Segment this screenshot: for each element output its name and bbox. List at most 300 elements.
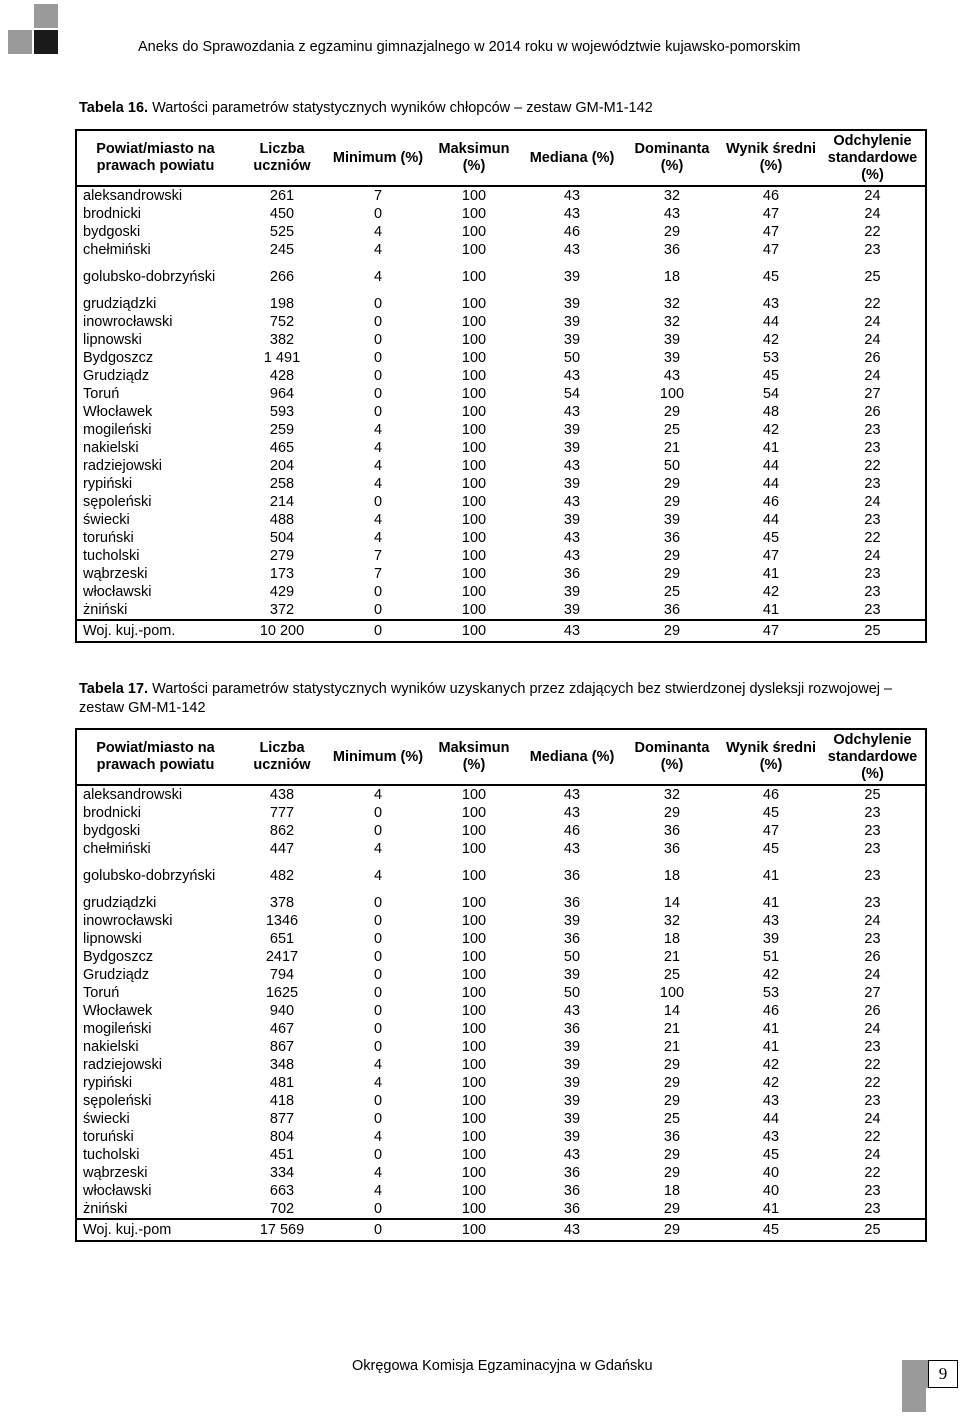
value-cell: 279 <box>269 548 295 564</box>
column-header: Maksimun (%) <box>426 130 522 186</box>
value-cell: 23 <box>820 1038 926 1056</box>
value-cell: 100 <box>461 494 487 510</box>
region-cell: sępoleński <box>76 493 234 511</box>
value-cell: 25 <box>820 259 926 295</box>
region-cell: grudziądzki <box>76 295 234 313</box>
value-cell: 29 <box>663 1075 681 1091</box>
value-cell: 1 491 <box>263 350 301 366</box>
value-cell: 29 <box>663 494 681 510</box>
value-cell: 22 <box>820 1164 926 1182</box>
value-cell: 24 <box>820 912 926 930</box>
value-cell: 4 <box>373 530 383 546</box>
value-cell: 663 <box>269 1183 295 1199</box>
value-cell: 877 <box>269 1111 295 1127</box>
value-cell: 100 <box>461 224 487 240</box>
value-cell: 24 <box>820 547 926 565</box>
value-cell: 29 <box>663 404 681 420</box>
table-row <box>76 948 926 966</box>
region-cell: Włocławek <box>76 403 234 421</box>
value-cell: 26 <box>820 403 926 421</box>
value-cell: 100 <box>461 188 487 204</box>
value-cell: 25 <box>820 1219 926 1241</box>
value-cell: 24 <box>820 331 926 349</box>
value-cell: 24 <box>820 367 926 385</box>
value-cell: 259 <box>269 422 295 438</box>
value-cell: 22 <box>820 295 926 313</box>
value-cell: 36 <box>563 1021 581 1037</box>
region-cell: nakielski <box>76 439 234 457</box>
value-cell: 100 <box>461 841 487 857</box>
region-cell: włocławski <box>76 583 234 601</box>
value-cell: 100 <box>461 296 487 312</box>
value-cell: 593 <box>269 404 295 420</box>
region-cell: rypiński <box>76 475 234 493</box>
value-cell: 50 <box>563 949 581 965</box>
value-cell: 100 <box>461 566 487 582</box>
value-cell: 42 <box>762 584 780 600</box>
value-cell: 488 <box>269 512 295 528</box>
table17-title: Wartości parametrów statystycznych wyników uzyskanych przez zdających bez stwierdzonej dysleksji rozwojowej – zestaw GM-M1-142 <box>79 681 893 716</box>
table-row <box>76 511 926 529</box>
table-row <box>76 1128 926 1146</box>
value-cell: 24 <box>820 205 926 223</box>
value-cell: 100 <box>461 895 487 911</box>
value-cell: 23 <box>820 840 926 858</box>
column-header: Minimum (%) <box>330 130 426 186</box>
value-cell: 39 <box>563 1057 581 1073</box>
value-cell: 100 <box>461 458 487 474</box>
value-cell: 36 <box>663 602 681 618</box>
total-row <box>76 620 926 642</box>
value-cell: 39 <box>563 440 581 456</box>
value-cell: 39 <box>563 1075 581 1091</box>
value-cell: 43 <box>563 1003 581 1019</box>
page-header: Aneks do Sprawozdania z egzaminu gimnazjalnego w 2014 roku w województwie kujawsko-pomorskim <box>138 39 801 55</box>
table-row <box>76 493 926 511</box>
table-row <box>76 840 926 858</box>
value-cell: 100 <box>461 386 487 402</box>
value-cell: 7 <box>373 566 383 582</box>
value-cell: 100 <box>461 967 487 983</box>
value-cell: 36 <box>663 242 681 258</box>
region-cell: mogileński <box>76 421 234 439</box>
table16 <box>75 129 927 643</box>
value-cell: 100 <box>461 1111 487 1127</box>
value-cell: 29 <box>663 566 681 582</box>
value-cell: 43 <box>563 805 581 821</box>
value-cell: 47 <box>762 242 780 258</box>
value-cell: 25 <box>820 785 926 804</box>
table-row <box>76 186 926 205</box>
value-cell: 418 <box>269 1093 295 1109</box>
value-cell: 23 <box>820 241 926 259</box>
table-row <box>76 205 926 223</box>
value-cell: 0 <box>373 1147 383 1163</box>
region-cell: świecki <box>76 511 234 529</box>
value-cell: 24 <box>820 313 926 331</box>
value-cell: 23 <box>820 804 926 822</box>
region-cell: tucholski <box>76 547 234 565</box>
value-cell: 32 <box>663 296 681 312</box>
value-cell: 0 <box>373 805 383 821</box>
value-cell: 47 <box>762 823 780 839</box>
value-cell: 43 <box>762 1129 780 1145</box>
value-cell: 0 <box>373 1201 383 1217</box>
column-header: Minimum (%) <box>330 729 426 785</box>
value-cell: 4 <box>373 1129 383 1145</box>
value-cell: 100 <box>461 314 487 330</box>
value-cell: 23 <box>820 930 926 948</box>
value-cell: 0 <box>373 314 383 330</box>
value-cell: 41 <box>762 566 780 582</box>
value-cell: 777 <box>269 805 295 821</box>
value-cell: 23 <box>820 439 926 457</box>
value-cell: 0 <box>330 1219 426 1241</box>
value-cell: 43 <box>563 841 581 857</box>
region-cell: inowrocławski <box>76 313 234 331</box>
value-cell: 0 <box>373 931 383 947</box>
value-cell: 204 <box>269 458 295 474</box>
table-row <box>76 1002 926 1020</box>
value-cell: 45 <box>762 530 780 546</box>
value-cell: 24 <box>820 1110 926 1128</box>
table17 <box>75 728 927 1242</box>
table-row <box>76 912 926 930</box>
value-cell: 18 <box>663 931 681 947</box>
value-cell: 42 <box>762 967 780 983</box>
table-row <box>76 547 926 565</box>
okej-logo <box>8 4 60 56</box>
table-row <box>76 583 926 601</box>
region-cell: Woj. kuj.-pom. <box>76 620 234 642</box>
region-cell: Grudziądz <box>76 966 234 984</box>
value-cell: 4 <box>373 1057 383 1073</box>
value-cell: 266 <box>269 269 295 285</box>
region-cell: wąbrzeski <box>76 1164 234 1182</box>
value-cell: 100 <box>461 1165 487 1181</box>
value-cell: 4 <box>373 787 383 803</box>
table-row <box>76 1020 926 1038</box>
value-cell: 450 <box>269 206 295 222</box>
table-row <box>76 349 926 367</box>
value-cell: 100 <box>461 1021 487 1037</box>
page-number: 9 <box>928 1360 958 1388</box>
value-cell: 100 <box>461 985 487 1001</box>
value-cell: 41 <box>762 1021 780 1037</box>
value-cell: 0 <box>373 350 383 366</box>
value-cell: 47 <box>722 620 820 642</box>
value-cell: 867 <box>269 1039 295 1055</box>
value-cell: 4 <box>373 1183 383 1199</box>
value-cell: 4 <box>373 224 383 240</box>
value-cell: 50 <box>563 985 581 1001</box>
value-cell: 43 <box>563 494 581 510</box>
region-cell: toruński <box>76 529 234 547</box>
region-cell: brodnicki <box>76 205 234 223</box>
value-cell: 39 <box>563 314 581 330</box>
value-cell: 100 <box>461 1093 487 1109</box>
value-cell: 862 <box>269 823 295 839</box>
table-row <box>76 601 926 620</box>
value-cell: 100 <box>461 805 487 821</box>
value-cell: 0 <box>373 368 383 384</box>
value-cell: 100 <box>461 1183 487 1199</box>
value-cell: 39 <box>563 296 581 312</box>
value-cell: 43 <box>563 188 581 204</box>
value-cell: 24 <box>820 1020 926 1038</box>
value-cell: 39 <box>563 332 581 348</box>
value-cell: 24 <box>820 966 926 984</box>
value-cell: 44 <box>762 458 780 474</box>
table-row <box>76 894 926 912</box>
value-cell: 4 <box>373 458 383 474</box>
value-cell: 100 <box>461 440 487 456</box>
value-cell: 752 <box>269 314 295 330</box>
value-cell: 482 <box>269 868 295 884</box>
value-cell: 0 <box>373 1003 383 1019</box>
region-cell: chełmiński <box>76 241 234 259</box>
value-cell: 0 <box>373 332 383 348</box>
value-cell: 23 <box>820 475 926 493</box>
value-cell: 50 <box>663 458 681 474</box>
value-cell: 7 <box>373 548 383 564</box>
region-cell: nakielski <box>76 1038 234 1056</box>
value-cell: 22 <box>820 1128 926 1146</box>
table17-label: Tabela 17. <box>79 681 149 697</box>
column-header: Dominanta (%) <box>622 130 722 186</box>
value-cell: 44 <box>762 314 780 330</box>
region-cell: Bydgoszcz <box>76 948 234 966</box>
value-cell: 18 <box>663 868 681 884</box>
value-cell: 4 <box>373 868 383 884</box>
column-header: Powiat/miasto na prawach powiatu <box>76 729 234 785</box>
value-cell: 14 <box>663 1003 681 1019</box>
value-cell: 334 <box>269 1165 295 1181</box>
value-cell: 45 <box>762 1147 780 1163</box>
value-cell: 23 <box>820 1182 926 1200</box>
value-cell: 44 <box>762 512 780 528</box>
value-cell: 41 <box>762 868 780 884</box>
value-cell: 29 <box>622 620 722 642</box>
table-row <box>76 457 926 475</box>
value-cell: 100 <box>461 1003 487 1019</box>
value-cell: 2417 <box>265 949 299 965</box>
value-cell: 43 <box>762 1093 780 1109</box>
value-cell: 36 <box>563 1165 581 1181</box>
column-header: Liczba uczniów <box>234 729 330 785</box>
value-cell: 26 <box>820 349 926 367</box>
value-cell: 261 <box>269 188 295 204</box>
table17-header-row <box>76 729 926 785</box>
column-header: Odchylenie standardowe (%) <box>820 729 926 785</box>
table-row <box>76 295 926 313</box>
value-cell: 29 <box>663 1201 681 1217</box>
page-number-decoration <box>902 1388 926 1412</box>
value-cell: 0 <box>373 1093 383 1109</box>
value-cell: 40 <box>762 1165 780 1181</box>
value-cell: 0 <box>373 386 383 402</box>
region-cell: sępoleński <box>76 1092 234 1110</box>
value-cell: 50 <box>563 350 581 366</box>
value-cell: 100 <box>461 602 487 618</box>
value-cell: 46 <box>762 1003 780 1019</box>
table-row <box>76 984 926 1002</box>
value-cell: 47 <box>762 206 780 222</box>
region-cell: lipnowski <box>76 331 234 349</box>
value-cell: 43 <box>563 242 581 258</box>
value-cell: 23 <box>820 565 926 583</box>
region-cell: radziejowski <box>76 457 234 475</box>
value-cell: 22 <box>820 1074 926 1092</box>
region-cell: rypiński <box>76 1074 234 1092</box>
table-row <box>76 1110 926 1128</box>
table-row <box>76 1182 926 1200</box>
column-header: Liczba uczniów <box>234 130 330 186</box>
region-cell: Włocławek <box>76 1002 234 1020</box>
value-cell: 100 <box>461 350 487 366</box>
value-cell: 100 <box>461 269 487 285</box>
value-cell: 0 <box>373 1111 383 1127</box>
value-cell: 41 <box>762 602 780 618</box>
value-cell: 36 <box>663 823 681 839</box>
value-cell: 32 <box>663 913 681 929</box>
value-cell: 23 <box>820 511 926 529</box>
value-cell: 481 <box>269 1075 295 1091</box>
value-cell: 46 <box>563 224 581 240</box>
value-cell: 39 <box>663 332 681 348</box>
value-cell: 21 <box>663 1039 681 1055</box>
value-cell: 4 <box>373 1165 383 1181</box>
value-cell: 100 <box>461 1201 487 1217</box>
table-row <box>76 930 926 948</box>
value-cell: 651 <box>269 931 295 947</box>
value-cell: 25 <box>663 1111 681 1127</box>
value-cell: 25 <box>663 422 681 438</box>
value-cell: 100 <box>461 949 487 965</box>
value-cell: 14 <box>663 895 681 911</box>
region-cell: inowrocławski <box>76 912 234 930</box>
value-cell: 27 <box>820 385 926 403</box>
table-row <box>76 822 926 840</box>
value-cell: 29 <box>663 476 681 492</box>
value-cell: 23 <box>820 583 926 601</box>
value-cell: 54 <box>762 386 780 402</box>
value-cell: 100 <box>461 530 487 546</box>
value-cell: 44 <box>762 476 780 492</box>
value-cell: 43 <box>663 368 681 384</box>
table-row <box>76 785 926 804</box>
value-cell: 0 <box>373 602 383 618</box>
value-cell: 24 <box>820 186 926 205</box>
value-cell: 39 <box>563 476 581 492</box>
value-cell: 43 <box>663 206 681 222</box>
value-cell: 43 <box>563 206 581 222</box>
value-cell: 29 <box>663 1093 681 1109</box>
value-cell: 29 <box>663 224 681 240</box>
value-cell: 100 <box>461 512 487 528</box>
value-cell: 0 <box>373 985 383 1001</box>
region-cell: aleksandrowski <box>76 785 234 804</box>
region-cell: włocławski <box>76 1182 234 1200</box>
value-cell: 46 <box>563 823 581 839</box>
value-cell: 804 <box>269 1129 295 1145</box>
table-row <box>76 475 926 493</box>
value-cell: 100 <box>461 368 487 384</box>
table-row <box>76 421 926 439</box>
value-cell: 36 <box>563 566 581 582</box>
value-cell: 22 <box>820 457 926 475</box>
value-cell: 36 <box>563 895 581 911</box>
table-row <box>76 331 926 349</box>
value-cell: 29 <box>663 1165 681 1181</box>
value-cell: 36 <box>563 868 581 884</box>
value-cell: 53 <box>762 350 780 366</box>
table-row <box>76 367 926 385</box>
value-cell: 214 <box>269 494 295 510</box>
value-cell: 45 <box>762 805 780 821</box>
table-row <box>76 1092 926 1110</box>
value-cell: 10 200 <box>234 620 330 642</box>
value-cell: 45 <box>762 368 780 384</box>
value-cell: 41 <box>762 1039 780 1055</box>
value-cell: 467 <box>269 1021 295 1037</box>
value-cell: 42 <box>762 1075 780 1091</box>
value-cell: 0 <box>373 823 383 839</box>
value-cell: 100 <box>461 422 487 438</box>
value-cell: 44 <box>762 1111 780 1127</box>
value-cell: 0 <box>373 584 383 600</box>
value-cell: 36 <box>663 841 681 857</box>
region-cell: wąbrzeski <box>76 565 234 583</box>
value-cell: 39 <box>563 422 581 438</box>
value-cell: 39 <box>663 512 681 528</box>
value-cell: 21 <box>663 1021 681 1037</box>
value-cell: 100 <box>461 1039 487 1055</box>
column-header: Wynik średni (%) <box>722 729 820 785</box>
value-cell: 39 <box>762 931 780 947</box>
value-cell: 940 <box>269 1003 295 1019</box>
value-cell: 39 <box>563 1129 581 1145</box>
value-cell: 26 <box>820 948 926 966</box>
value-cell: 4 <box>373 269 383 285</box>
value-cell: 0 <box>373 1021 383 1037</box>
region-cell: golubsko-dobrzyński <box>76 858 234 894</box>
value-cell: 100 <box>461 404 487 420</box>
value-cell: 173 <box>269 566 295 582</box>
value-cell: 46 <box>762 494 780 510</box>
value-cell: 100 <box>461 787 487 803</box>
value-cell: 22 <box>820 1056 926 1074</box>
region-cell: grudziądzki <box>76 894 234 912</box>
value-cell: 18 <box>663 269 681 285</box>
value-cell: 29 <box>663 1057 681 1073</box>
value-cell: 25 <box>663 584 681 600</box>
region-cell: Bydgoszcz <box>76 349 234 367</box>
value-cell: 429 <box>269 584 295 600</box>
column-header: Maksimun (%) <box>426 729 522 785</box>
column-header: Wynik średni (%) <box>722 130 820 186</box>
value-cell: 41 <box>762 440 780 456</box>
table-row <box>76 1200 926 1219</box>
value-cell: 41 <box>762 895 780 911</box>
value-cell: 39 <box>563 269 581 285</box>
value-cell: 21 <box>663 440 681 456</box>
value-cell: 4 <box>373 476 383 492</box>
table16-header-row <box>76 130 926 186</box>
table16-label: Tabela 16. <box>79 100 149 116</box>
value-cell: 45 <box>722 1219 820 1241</box>
value-cell: 0 <box>373 494 383 510</box>
